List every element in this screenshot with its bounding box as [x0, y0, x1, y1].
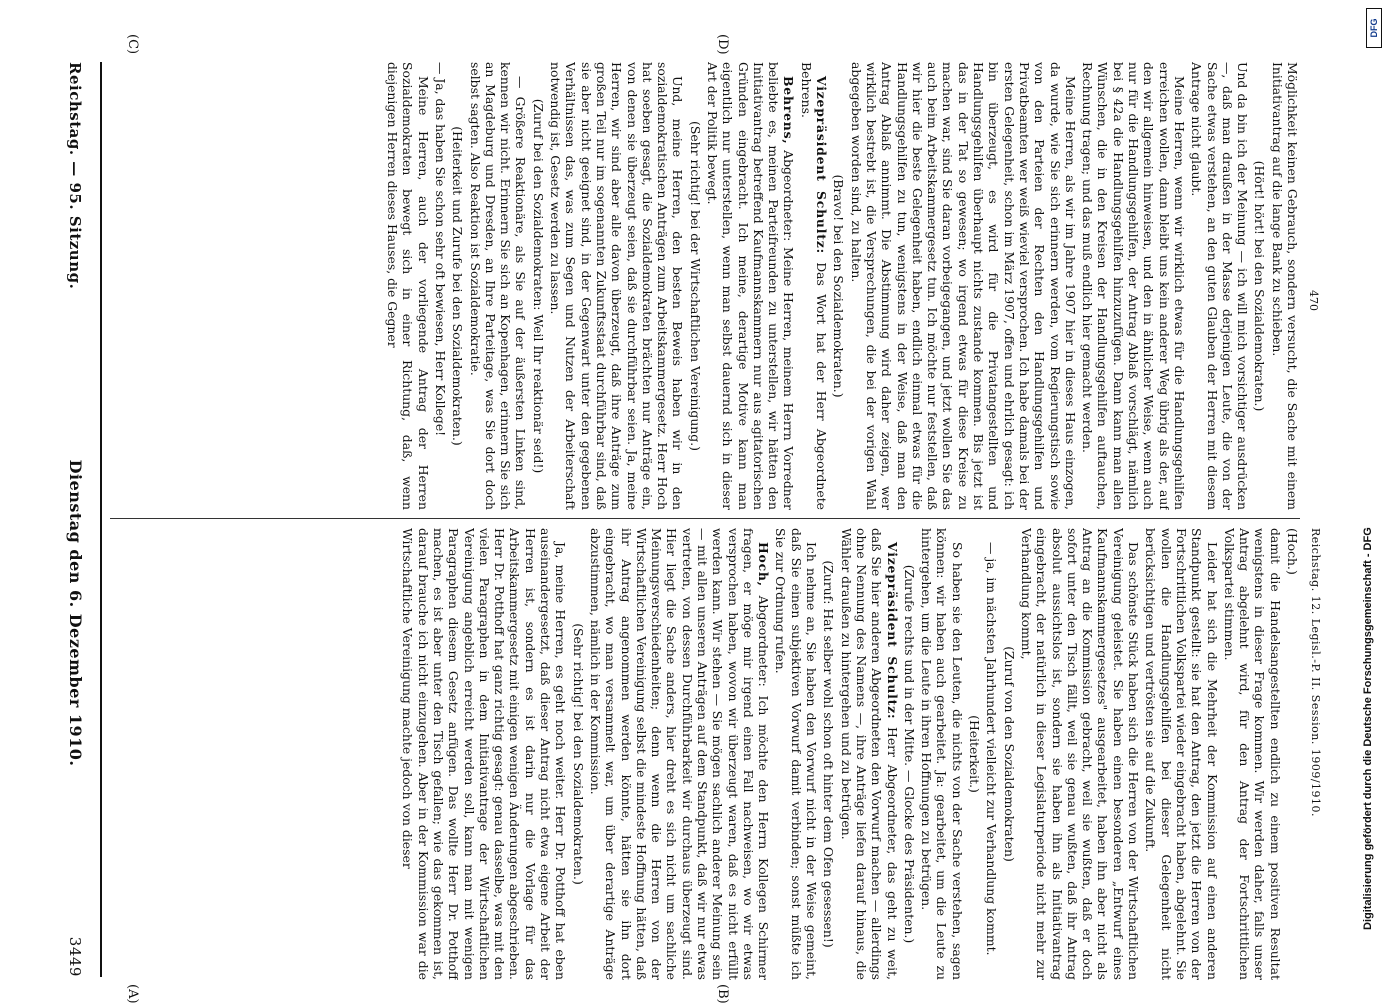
paragraph: — Größere Reaktionäre, als Sie auf der äußersten Linken sind, kennen wir nicht. Erinnern Sie sich an Kopenhagen, erinnern Sie sich an Magdeburg und Dresden, an Ihre Parteitage, was Sie dort doch selbst sagten. Also Reaktion ist Sozialdemokratie.: [467, 62, 529, 510]
paragraph: Hoch, Abgeordneter: Ich möchte den Herrn Kollegen Schirmer fragen, er möge mir irgend einen Fall nachweisen, wo wir etwas versprochen haben, wovon wir überzeugt waren, daß es nicht erfüllt werden kann. Wir stehen — Sie mögen sachlich anderer Meinung sein — mit allen unseren Anträgen auf dem Standpunkt, daß wir nur etwas vertreten, von dessen Durchführbarkeit wir durchaus überzeugt sind. Hier liegt die Sache anders, hier dreht es sich nicht um sachliche Meinungsverschiedenheiten; denn wenn die Herren von der Wirtschaftlichen Vereinigung selbst die mindeste Hoffnung hätten, daß ihr Antrag angenommen werden könnte, hätten sie ihn dort eingebracht, wo man versammelt war, um über derartige Anträge abzustimmen, nämlich in der Kommission.: [587, 528, 772, 980]
interjection: (Bravo! bei den Sozialdemokraten.): [831, 174, 847, 398]
paragraph: Meine Herren, als wir im Jahre 1907 hier in dieses Haus einzogen, da wurde, wie Sie sich erinnern werden, vom Regierungstisch sowie von den Parteien der Rechten den Handlungsgehilfen und Privatbeamten wer weiß wieviel versprochen. Ich habe damals bei der ersten Gelegenheit, schon im März 1907, offen und ehrlich gesagt: ich bin überzeugt, es wird für die Privatangestellten und Handlungsgehilfen überhaupt nichts zustande kommen. Bis jetzt ist das in der Tat so gewesen; wo irgend etwas für diese Kreise zu machen war, sind Sie daran vorbeigegangen, und jetzt wollen Sie das auch beim Arbeitskammergesetz tun. Ich möchte nur feststellen, daß wir hier die beste Gelegenheit haben, endlich einmal etwas für die Handlungsgehilfen zu tun, wenigstens in der Weise, daß man den Antrag Ablaß annimmt. Die Abstimmung wird daher zeigen, wer wirklich bestrebt ist, die Versprechungen, die bei der vorigen Wahl abgegeben worden sind, zu halten.: [848, 62, 1078, 510]
page-number: 3449: [66, 936, 84, 977]
page-footer: [1304, 528, 1322, 980]
interjection: (Zurufe rechts und in der Mitte. — Glocke des Präsidenten.): [901, 564, 917, 944]
interjection: (Zuruf bei den Sozialdemokraten: Weil Ihr reaktionär seid!): [530, 98, 546, 474]
footer-signature: 470: [1307, 290, 1320, 311]
paragraph: Vizepräsident Schultz: Herr Abgeordneter, das geht zu weit, daß Sie hier anderen Abgeordneten den Vorwurf machen — allerdings ohne Nennung des Namens —, ihre Anträge liefen darauf hinaus, die Wähler draußen zu hintergehen und zu betrügen.: [838, 528, 900, 980]
paragraph: Behrens, Abgeordneter: Meine Herren, meinem Herrn Vorredner beliebte es, meinen Parteifreunden zu unterstellen, wir hätten den Initiativantrag betreffend Kaufmannskammern nur aus agitatorischen Gründen eingebracht. Ich meine, derartige Motive kann man eigentlich nur unterstellen, wenn man selbst dauernd sich in dieser Art der Politik bewegt.: [705, 62, 797, 510]
margin-mark-b: (B): [715, 984, 730, 1004]
interjection: (Sehr richtig! bei den Sozialdemokraten.): [570, 623, 586, 885]
column-divider: [110, 518, 1300, 519]
paragraph: Vizepräsident Schultz: Das Wort hat der Herr Abgeordnete Behrens.: [798, 62, 830, 510]
interjection: (Zuruf von den Sozialdemokraten): [1001, 646, 1017, 862]
dfg-logo: [1366, 8, 1382, 48]
header-left: Reichstag. — 95. Sitzung.: [66, 62, 84, 290]
margin-mark-a: (A): [125, 984, 140, 1004]
speaker-name: Behrens,: [781, 76, 797, 145]
paragraph: So haben sie den Leuten, die nichts von der Sache verstehen, sagen können: wir haben auch gearbeitet. Ja: gearbeitet, um die Leute zu hintergehen, um die Leute in ihren Hoffnungen zu betrügen.: [919, 528, 965, 980]
speaker-name: Vizepräsident Schultz:: [814, 76, 830, 254]
paragraph: damit die Handelsangestellten endlich zu einem positiven Resultat wenigstens in dieser Frage kommen. Wir werden daher, falls unser Antrag abgelehnt wird, für den Antrag der Fortschrittlichen Volkspartei stimmen.: [1221, 528, 1283, 980]
interjection: (Sehr richtig! bei der Wirtschaftlichen Vereinigung.): [687, 121, 703, 451]
paragraph: Leider hat sich die Mehrheit der Kommission auf einen anderen Standpunkt gestellt: sie hat den Antrag, den jetzt die Herren von der Fortschrittlichen Volkspartei wieder eingebracht haben, abgelehnt. Sie wollen die Handlungsgehilfen bei dieser Gelegenheit nicht berücksichtigen und vertrösten sie auf die Zukunft.: [1143, 528, 1220, 980]
margin-mark-d: (D): [715, 34, 730, 55]
dfg-logo-text: DFG: [1369, 18, 1379, 38]
paragraph: Das schönste Stück haben sich die Herren von der Wirtschaftlichen Vereinigung geleistet. Sie haben einen besonderen „Entwurf eines Kaufmannskammergesetzes" ausgearbeitet, haben ihn aber nicht als Antrag an die Kommission gebracht, weil sie wußten, daß er doch sofort unter den Tisch fällt, weil sie genau wußten, daß ihr Antrag absolut aussichtslos ist, sondern sie haben ihn als Initiativantrag eingebracht, der natürlich in dieser Legislaturperiode nicht mehr zur Verhandlung kommt,: [1018, 528, 1142, 980]
interjection: (Heiterkeit und Zurufe bei den Sozialdemokraten.): [450, 126, 466, 446]
interjection: (Heiterkeit.): [967, 715, 983, 793]
speaker-name: Hoch,: [756, 542, 772, 587]
right-column: [110, 62, 1300, 510]
running-header: [66, 62, 92, 977]
interjection: (Zuruf: Hat selber wohl schon oft hinter dem Ofen gesessen!): [821, 560, 837, 948]
paragraph: Und da bin ich der Meinung — ich will mich vorsichtiger ausdrücken —, daß man draußen in der Masse derjenigen Leute, die von der Sache etwas verstehen, an den guten Glauben der Herren mit diesem Antrage nicht glaubt.: [1189, 62, 1251, 510]
paragraph: Ja, meine Herren, es geht noch weiter. Herr Dr. Potthoff hat eben auseinandergesetzt, daß dieser Antrag nicht etwa eigene Arbeit der Herren ist, sondern es ist darin nur die Vorlage für das Arbeitskammergesetz mit einigen wenigen Änderungen abgeschrieben. Herr Dr. Potthoff hat ganz richtig gesagt: genau dasselbe, was mit den vielen Paragraphen in dem Initiativantrage der Wirtschaftlichen Vereinigung angeblich erreicht werden soll, kann man mit wenigen Paragraphen diesem Gesetz anfügen. Das wollte Herr Dr. Potthoff machen, es ist aber unter den Tisch gefallen; wie das gekommen ist, darauf brauche ich nicht einzugehen. Aber in der Kommission war die Wirtschaftliche Vereinigung machte jedoch von dieser: [400, 528, 569, 980]
paragraph: — Ja, das haben Sie schon sehr oft bewiesen, Herr Kollege!: [432, 62, 448, 437]
footer-left: Reichstag. 12. Legisl.-P. II. Session. 1909/1910.: [1309, 528, 1322, 818]
speaker-name: Vizepräsident Schultz:: [884, 542, 900, 720]
header-rule: [100, 62, 102, 977]
margin-mark-c: (C): [125, 34, 140, 55]
paragraph: (Hoch.): [1285, 528, 1300, 575]
paragraph: — ja, im nächsten Jahrhundert vielleicht zur Verhandlung kommt.: [984, 542, 1000, 956]
header-date: Dienstag den 6. Dezember 1910.: [66, 459, 85, 767]
paragraph: Meine Herren, wenn wir wirklich etwas für die Handlungsgehilfen erreichen wollen, dann bleibt uns kein anderer Weg übrig als der, auf den wir allgemein hinweisen, und den in ähnlicher Weise, wenn auch nur für die Handlungsgehilfen, der Antrag Ablaß vorschlägt, nämlich bei § 42a die Handlungsgehilfen hinzuzufügen. Dann kann man allen Wünschen, die in den Kreisen der Handlungsgehilfen auftauchen, Rechnung tragen; und das muß endlich hier gemacht werden.: [1080, 62, 1187, 510]
watermark-text: Digitalisierung gefördert durch die Deutsche Forschungsgemeinschaft - DFG: [1362, 527, 1374, 930]
paragraph: Und, meine Herren, den besten Beweis haben wir in den sozialdemokratischen Anträgen zum Arbeitskammergesetz. Herr Hoch hat soeben gesagt, die Sozialdemokraten brächten nur Anträge ein, von denen sie überzeugt seien, daß sie durchführbar seien. Ja, meine Herren, wir sind aber alle davon überzeugt, daß ihre Anträge zum großen Teil nur im sogenannten Zukunftsstaat durchführbar sind, daß sie aber nicht geeignet sind, in der Gegenwart unter den gegebenen Verhältnissen das, was zum Segen und Nutzen der Arbeiterschaft notwendig ist, Gesetz werden zu lassen.: [548, 62, 686, 510]
dfg-watermark: [1356, 10, 1380, 990]
left-column: [110, 528, 1300, 980]
paragraph: Meine Herren, auch der vorliegende Antrag der Herren Sozialdemokraten bewegt sich in einer Richtung, daß, wenn diejenigen Herren dieses Hauses, die Gegner: [385, 62, 431, 510]
paragraph: Ich nehme an, Sie haben den Vorwurf nicht in der Weise gemeint, daß Sie einen subjektiven Vorwurf damit verbinden; sonst müßte ich Sie zur Ordnung rufen.: [773, 528, 820, 980]
paragraph: Möglichkeit keinen Gebrauch, sondern versucht, die Sache mit einem Initiativantrag auf die lange Bank zu schieben.: [1269, 62, 1300, 510]
interjection: (Hört! hört! bei den Sozialdemokraten.): [1252, 160, 1268, 412]
